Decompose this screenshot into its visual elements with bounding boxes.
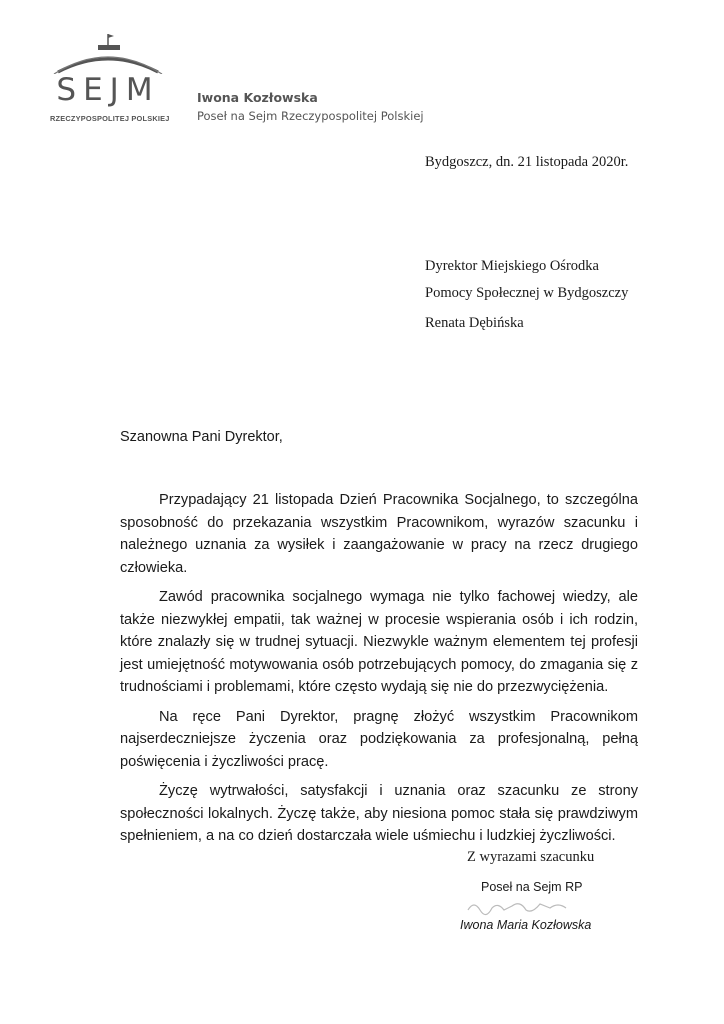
closing-regards: Z wyrazami szacunku <box>467 849 595 865</box>
salutation: Szanowna Pani Dyrektor, <box>120 429 283 445</box>
paragraph-4: Życzę wytrwałości, satysfakcji i uznania oraz szacunku ze strony społeczności lokalnych. Życzę także, aby niesiona pomoc stała się prawdziwym spełnieniem, a na co dzień dostarczała wiele uśmiechu i ludzkiej życzliwości. <box>120 783 638 844</box>
paragraph-2: Zawód pracownika socjalnego wymaga nie tylko fachowej wiedzy, ale także niezwykłej empatii, tak ważnej w procesie wspierania osób i ich rodzin, które znalazły się w trudnej sytuacji. Niezwykle ważnym elementem tej profesji jest umiejętność motywowania osób potrzebujących pomocy, do zmagania się z trudnościami i problemami, które często wydają się nie do przezwyciężenia. <box>120 589 638 695</box>
recipient-line-1: Dyrektor Miejskiego Ośrodka <box>425 258 599 274</box>
letter-body <box>120 489 638 855</box>
logo-wordmark: SEJM <box>56 72 160 108</box>
paragraph-1: Przypadający 21 listopada Dzień Pracownika Socjalnego, to szczególna sposobność do przekazania wszystkim Pracownikom, wyrazów szacunku i należnego uznania za wysiłek i zaangażowanie w pracy na rzecz drugiego człowieka. <box>120 492 638 576</box>
sejm-logo <box>50 34 176 140</box>
handwritten-signature <box>462 896 582 918</box>
signature-title: Poseł na Sejm RP <box>481 880 583 894</box>
signatory-name: Iwona Maria Kozłowska <box>460 918 592 932</box>
paragraph-3: Na ręce Pani Dyrektor, pragnę złożyć wszystkim Pracownikom najserdeczniejsze życzenia oraz podziękowania za profesjonalną, pełną poświęcenia i życzliwości pracę. <box>120 708 638 770</box>
sender-name: Iwona Kozłowska <box>197 90 318 105</box>
logo-subtitle: RZECZYPOSPOLITEJ POLSKIEJ <box>50 114 170 123</box>
sender-title: Poseł na Sejm Rzeczypospolitej Polskiej <box>197 109 424 123</box>
recipient-line-3: Renata Dębińska <box>425 315 524 331</box>
date-line: Bydgoszcz, dn. 21 listopada 2020r. <box>425 154 629 170</box>
recipient-line-2: Pomocy Społecznej w Bydgoszczy <box>425 285 629 301</box>
parliament-dome-icon <box>50 34 176 74</box>
